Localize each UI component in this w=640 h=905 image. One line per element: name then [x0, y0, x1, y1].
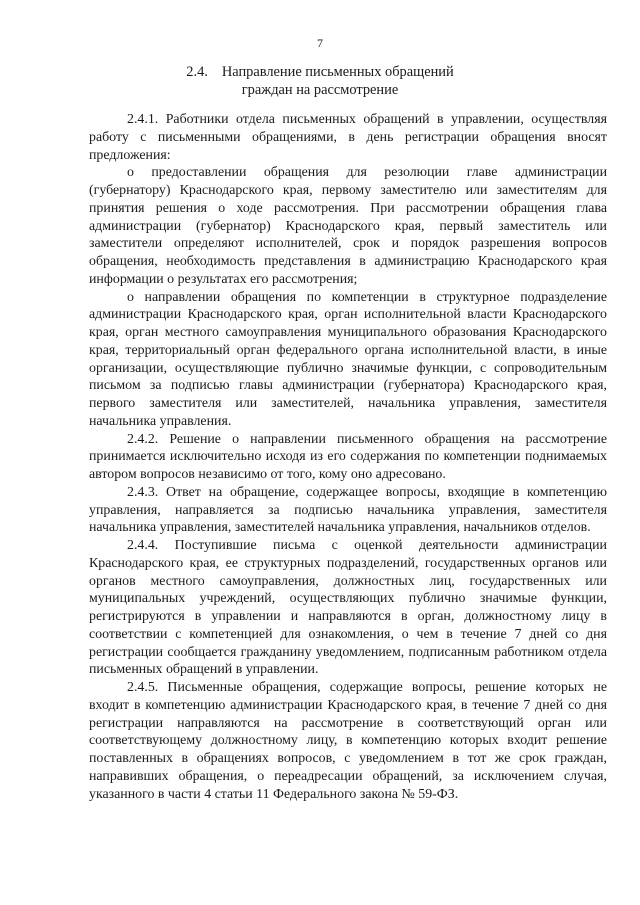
document-body — [89, 111, 607, 803]
page-number: 7 — [317, 36, 323, 50]
section-number: 2.4. — [186, 64, 208, 80]
section-heading-line-1 — [0, 63, 640, 81]
section-title-line-2: граждан на рассмотрение — [241, 82, 399, 98]
paragraph-2-4-3: 2.4.3. Ответ на обращение, содержащее вопросы, входящие в компетенцию управления, направляется за подписью начальника управления, заместителя начальника управления, заместителей начальника управления, начальников отделов. — [89, 484, 607, 536]
paragraph-2-4-5: 2.4.5. Письменные обращения, содержащие вопросы, решение которых не входит в компетенцию администрации Краснодарского края, в течение 7 дней со дня регистрации направляются на рассмотрение в соответствующий орган или соответствующему должностному лицу, в компетенцию которых входит решение поставленных в обращениях вопросов, с уведомлением в тот же срок граждан, направивших обращения, о переадресации обращений, за исключением случая, указанного в части 4 статьи 11 Федерального закона № 59-ФЗ. — [89, 680, 607, 802]
section-heading — [0, 63, 640, 99]
paragraph-resolution-proposal: о предоставлении обращения для резолюции главе администрации (губернатору) Краснодарского края, первому заместителю или заместителям для принятия решения о ходе рассмотрения. При рассмотрении обращения глава администрации (губернатор) Краснодарского края, первый заместитель или заместители определяют исполнителей, срок и порядок разрешения вопросов обращения, необходимость представления в администрацию Краснодарского края информации о результатах его рассмотрения; — [89, 165, 607, 287]
paragraph-2-4-1: 2.4.1. Работники отдела письменных обращений в управлении, осуществляя работу с письменными обращениями, в день регистрации обращения вносят предложения: — [89, 112, 607, 163]
paragraph-competence-referral: о направлении обращения по компетенции в структурное подразделение администрации Краснодарского края, орган исполнительной власти Краснодарского края, орган местного самоуправления муниципального образования Краснодарского края, территориальный орган федерального органа исполнительной власти, в иные организации, осуществляющие публично значимые функции, с сопроводительным письмом за подписью главы администрации (губернатора) Краснодарского края, первого заместителя или заместителей, начальника управления, заместителя начальника управления. — [89, 289, 607, 429]
paragraph-2-4-2: 2.4.2. Решение о направлении письменного обращения на рассмотрение принимается исключительно исходя из его содержания по компетенции поднимаемых автором вопросов независимо от того, кому оно адресовано. — [89, 431, 607, 482]
section-title-line-1: Направление письменных обращений — [221, 64, 454, 80]
paragraph-2-4-4: 2.4.4. Поступившие письма с оценкой деятельности администрации Краснодарского края, ее структурных подразделений, государственных органов или органов местного самоуправления, должностных лиц, государственных или муниципальных учреждений, осуществляющих публично значимые функции, регистрируются в управлении и направляются в орган, должностному лицу в соответствии с компетенцией для ознакомления, о чем в течение 7 дней со дня регистрации сообщается гражданину уведомлением, подписанным работником отдела письменных обращений в управлении. — [89, 538, 607, 678]
